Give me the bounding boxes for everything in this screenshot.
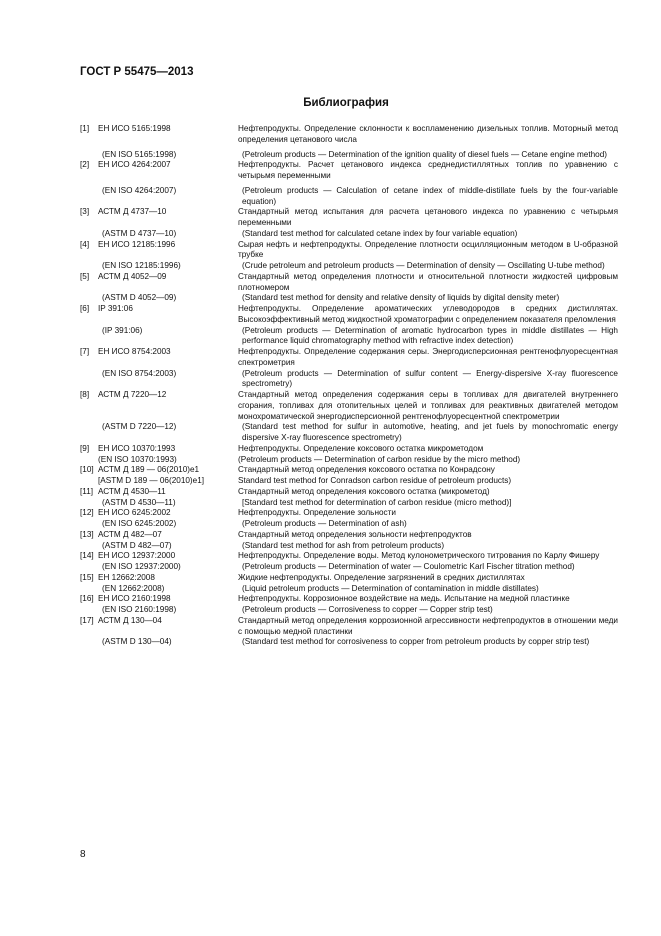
reference-entry xyxy=(80,229,618,240)
reference-entry xyxy=(80,369,618,391)
reference-entry xyxy=(80,272,618,294)
reference-entry xyxy=(80,616,618,638)
reference-number: [17] xyxy=(80,615,94,625)
page-number: 8 xyxy=(80,849,86,860)
reference-entry xyxy=(80,476,618,487)
reference-number xyxy=(80,186,98,208)
reference-entry xyxy=(80,207,618,229)
reference-entry xyxy=(80,422,618,444)
reference-description: Нефтепродукты. Определение ароматических углеводородов в средних дистиллятах. Высокоэффективный метод жидкостной хроматографии с определением показателя преломления xyxy=(238,304,618,324)
reference-number: [11] xyxy=(80,486,94,496)
reference-number: [7] xyxy=(80,347,90,356)
reference-entry xyxy=(80,304,618,326)
reference-entry xyxy=(80,240,618,262)
reference-code: АСТМ Д 130—04 xyxy=(98,615,162,625)
reference-code: АСТМ Д 4530—11 xyxy=(98,486,166,496)
reference-code: ЕН 12662:2008 xyxy=(98,572,155,582)
reference-code: АСТМ Д 4052—09 xyxy=(98,271,167,281)
reference-code: (EN ISO 4264:2007) xyxy=(102,185,177,195)
reference-entry xyxy=(80,498,618,509)
reference-code: (EN ISO 12185:1996) xyxy=(102,261,181,270)
reference-entry xyxy=(80,637,618,648)
reference-description: Стандартный метод определения коррозионной агрессивности нефтепродуктов в отношении меди с помощью медной пластинки xyxy=(238,615,618,636)
reference-description: (Petroleum products — Determination of sulfur content — Energy-dispersive X-ray fluorescence spectrometry) xyxy=(242,368,618,389)
reference-entry xyxy=(80,519,618,530)
reference-description: Standard test method for Conradson carbon residue of petroleum products) xyxy=(238,476,512,485)
reference-number xyxy=(80,498,98,509)
section-title: Библиография xyxy=(303,97,389,109)
reference-description: Нефтепродукты. Определение содержания серы. Энергодисперсионная рентгенофлуоресцентная спектрометрия xyxy=(238,347,618,367)
reference-description: Стандартный метод определения зольности нефтепродуктов xyxy=(238,529,472,539)
reference-description: Стандартный метод определения коксового остатка (микрометод) xyxy=(238,486,490,496)
reference-number xyxy=(80,150,98,161)
reference-number: [1] xyxy=(80,124,90,133)
reference-description: (Standard test method for calculated cetane index by four variable equation) xyxy=(242,228,518,238)
reference-code: (EN ISO 2160:1998) xyxy=(102,605,177,614)
reference-description: (Liquid petroleum products — Determination of contamination in middle distillates) xyxy=(242,583,539,593)
reference-description: (Standard test method for density and relative density of liquids by digital density meter) xyxy=(242,293,560,303)
reference-number: [5] xyxy=(80,271,90,281)
bibliography-list xyxy=(80,124,618,648)
reference-entry xyxy=(80,261,618,272)
reference-code: АСТМ Д 4737—10 xyxy=(98,207,167,217)
reference-code: АСТМ Д 189 — 06(2010)е1 xyxy=(98,465,200,475)
reference-entry xyxy=(80,186,618,208)
reference-code: ЕН ИСО 4264:2007 xyxy=(98,160,171,170)
reference-number xyxy=(80,229,98,240)
reference-description: (Standard test method for ash from petroleum products) xyxy=(242,540,445,550)
reference-number xyxy=(80,476,98,487)
reference-code: ЕН ИСО 2160:1998 xyxy=(98,594,171,604)
reference-description: Нефтепродукты. Определение коксового остатка микрометодом xyxy=(238,443,484,453)
reference-number: [3] xyxy=(80,207,90,217)
reference-code: АСТМ Д 7220—12 xyxy=(98,390,167,399)
reference-code: ЕН ИСО 10370:1993 xyxy=(98,443,176,453)
reference-number: [4] xyxy=(80,239,90,249)
reference-description: Нефтепродукты. Определение склонности к воспламенению дизельных топлив. Моторный метод определения цетанового числа xyxy=(238,124,618,144)
reference-entry xyxy=(80,150,618,161)
reference-description: (Petroleum products — Corrosiveness to copper — Copper strip test) xyxy=(242,605,493,614)
reference-number: [14] xyxy=(80,551,94,561)
reference-entry xyxy=(80,487,618,498)
reference-entry xyxy=(80,584,618,595)
reference-description: [Standard test method for determination of carbon residue (micro method)] xyxy=(242,497,512,507)
reference-code: ЕН ИСО 12185:1996 xyxy=(98,239,176,249)
reference-entry xyxy=(80,444,618,455)
reference-entry xyxy=(80,573,618,584)
reference-description: Сырая нефть и нефтепродукты. Определение плотности осцилляционным методом в U-образной трубке xyxy=(238,239,618,260)
reference-number xyxy=(80,519,98,530)
reference-description: (Petroleum products — Calculation of cetane index of middle-distillate fuels by the four-variable equation) xyxy=(242,185,618,206)
reference-description: (Standard test method for sulfur in automotive, heating, and jet fuels by monochromatic energy dispersive X-ray fluorescence spectrometry) xyxy=(242,422,618,442)
reference-number xyxy=(80,293,98,304)
reference-entry xyxy=(80,508,618,519)
reference-entry xyxy=(80,605,618,616)
reference-code: (ASTM D 482—07) xyxy=(102,540,172,550)
reference-code: (ASTM D 4530—11) xyxy=(102,497,176,507)
reference-number xyxy=(80,562,98,573)
reference-code: (ASTM D 4052—09) xyxy=(102,293,177,303)
reference-description: Стандартный метод определения содержания серы в топливах для двигателей внутреннего сгорания, топливах для отопительных целей и топливах для реактивных двигателей методом монохроматической энергодисперсионной рентгенофлуоресцентной спектрометрии xyxy=(238,390,618,421)
reference-code: (EN ISO 6245:2002) xyxy=(102,519,177,528)
reference-number xyxy=(80,541,98,552)
reference-code: ЕН ИСО 8754:2003 xyxy=(98,347,171,356)
reference-number: [9] xyxy=(80,443,90,453)
document-header: ГОСТ Р 55475—2013 xyxy=(80,66,194,78)
reference-description: (Petroleum products — Determination of ash) xyxy=(242,519,407,528)
reference-entry xyxy=(80,124,618,146)
reference-description: (Petroleum products — Determination of carbon residue by the micro method) xyxy=(238,454,521,464)
reference-code: (IP 391:06) xyxy=(102,325,143,335)
reference-code: (ASTM D 7220—12) xyxy=(102,422,177,432)
reference-number xyxy=(80,261,98,272)
reference-entry xyxy=(80,465,618,476)
reference-code: (ASTM D 4737—10) xyxy=(102,228,177,238)
reference-number: [16] xyxy=(80,594,94,604)
reference-code: IP 391:06 xyxy=(98,304,133,313)
reference-number xyxy=(80,369,98,391)
reference-number: [12] xyxy=(80,508,94,518)
reference-code: [ASTM D 189 — 06(2010)e1] xyxy=(98,476,205,485)
reference-entry xyxy=(80,347,618,369)
reference-description: Нефтепродукты. Определение зольности xyxy=(238,508,396,518)
reference-description: (Petroleum products — Determination of the ignition quality of diesel fuels — Cetane engine method) xyxy=(242,149,607,159)
reference-code: ЕН ИСО 6245:2002 xyxy=(98,508,171,518)
reference-code: (EN ISO 10370:1993) xyxy=(98,454,177,464)
reference-number: [15] xyxy=(80,572,94,582)
reference-code: ЕН ИСО 12937:2000 xyxy=(98,551,176,561)
reference-description: Стандартный метод определения коксового остатка по Конрадсону xyxy=(238,465,495,475)
reference-code: (EN 12662:2008) xyxy=(102,583,165,593)
reference-number xyxy=(80,422,98,444)
reference-number: [2] xyxy=(80,160,90,170)
reference-number xyxy=(80,605,98,616)
reference-entry xyxy=(80,455,618,466)
reference-description: (Petroleum products — Determination of water — Coulometric Karl Fischer titration method) xyxy=(242,562,575,571)
reference-description: (Crude petroleum and petroleum products — Determination of density — Oscillating U-tube method) xyxy=(242,261,605,270)
reference-entry xyxy=(80,551,618,562)
reference-entry xyxy=(80,160,618,182)
reference-description: Нефтепродукты. Расчет цетанового индекса среднедистиллятных топлив по уравнению с четырьмя переменными xyxy=(238,160,618,180)
reference-code: ЕН ИСО 5165:1998 xyxy=(98,124,171,133)
reference-number xyxy=(80,584,98,595)
reference-entry xyxy=(80,326,618,348)
reference-description: (Petroleum products — Determination of aromatic hydrocarbon types in middle distillates — High performance liquid chromatography method with refractive index detection) xyxy=(242,325,618,346)
reference-number xyxy=(80,326,98,348)
reference-code: (EN ISO 5165:1998) xyxy=(102,149,177,159)
reference-number: [13] xyxy=(80,529,94,539)
reference-entry xyxy=(80,594,618,605)
reference-description: (Standard test method for corrosiveness to copper from petroleum products by copper strip test) xyxy=(242,637,590,647)
reference-code: (ASTM D 130—04) xyxy=(102,637,172,647)
reference-code: АСТМ Д 482—07 xyxy=(98,529,162,539)
reference-code: (EN ISO 12937:2000) xyxy=(102,562,181,571)
reference-entry xyxy=(80,541,618,552)
reference-number xyxy=(80,637,98,648)
reference-number: [6] xyxy=(80,304,90,313)
reference-number: [8] xyxy=(80,390,90,399)
reference-description: Нефтепродукты. Коррозионное воздействие на медь. Испытание на медной пластинке xyxy=(238,594,570,604)
reference-entry xyxy=(80,293,618,304)
reference-entry xyxy=(80,562,618,573)
reference-description: Жидкие нефтепродукты. Определение загрязнений в средних дистиллятах xyxy=(238,572,525,582)
reference-code: (EN ISO 8754:2003) xyxy=(102,368,177,378)
reference-entry xyxy=(80,530,618,541)
reference-number xyxy=(80,455,98,466)
reference-number: [10] xyxy=(80,465,94,475)
reference-entry xyxy=(80,390,618,422)
reference-description: Стандартный метод испытания для расчета цетанового индекса по уравнению с четырьмя переменными xyxy=(238,207,618,227)
reference-description: Стандартный метод определения плотности и относительной плотности жидкостей цифровым плотномером xyxy=(238,271,618,292)
reference-description: Нефтепродукты. Определение воды. Метод кулонометрического титрования по Карлу Фишеру xyxy=(238,551,600,561)
